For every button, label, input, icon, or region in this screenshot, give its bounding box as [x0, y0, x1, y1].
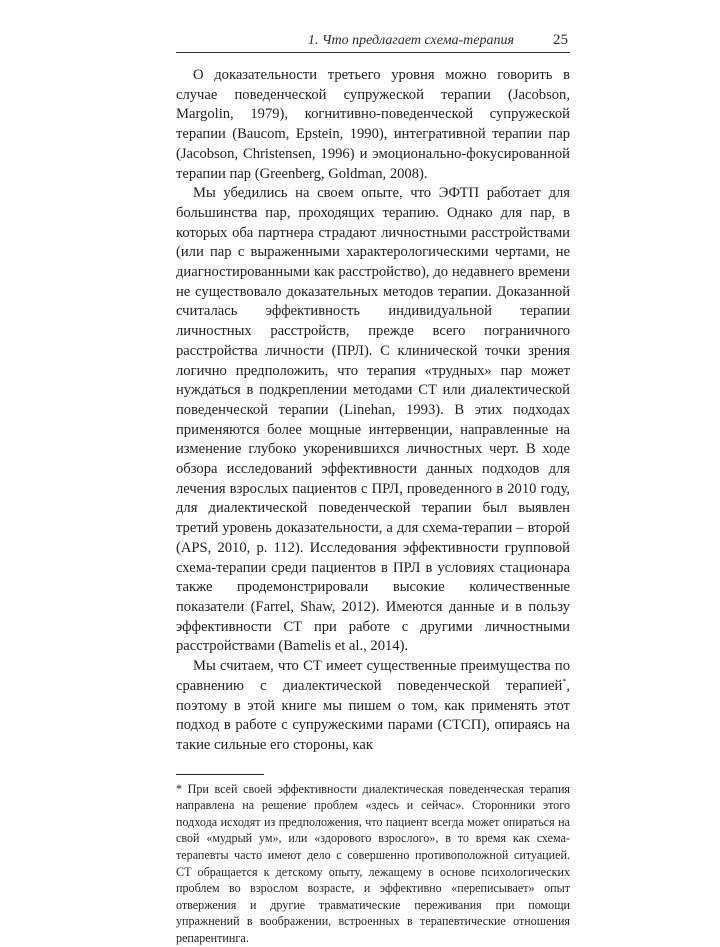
footnote-text: * При всей своей эффективности диалектическая поведенческая терапия направлена на решение проблем «здесь и сейчас». Сторонники этого подхода исходят из предположения, что пациент всегда может опираться на свой «мудрый ум», или «здорового взрослого», в то время как схема-терапевты часто имеют дело с совершенно противоположной ситуацией. СТ обращается к детскому опыту, лежащему в основе психологических проблем во взрослом возрасте, и эффективно «переписывает» опыт отвержения и другие травматические переживания при помощи упражнений в воображении, встроенных в терапевтические отношения репарентинга. — [176, 781, 570, 945]
paragraph-text: , поэтому в этой книге мы пишем о том, как применять этот подход в работе с супружескими парами (СТСП), опираясь на такие сильные его стороны, как — [176, 677, 570, 753]
paragraph: О доказательности третьего уровня можно говорить в случае поведенческой супружеской терапии (Jacobson, Margolin, 1979), когнитивно-поведенческой супружеской терапии (Baucom, Epstein, 1990), интегративной терапии пар (Jacobson, Christensen, 1996) и эмоционально-фокусированной терапии пар (Greenberg, Goldman, 2008). — [176, 67, 570, 182]
paragraph — [176, 657, 570, 756]
footnote-divider — [176, 774, 264, 775]
main-text — [176, 66, 570, 756]
footnote — [176, 781, 570, 947]
paragraph-text: Мы считаем, что СТ имеет существенные преимущества по сравнению с диалектической поведенческой терапией — [176, 658, 570, 694]
footnote-marker: * — [562, 676, 567, 686]
page-number: 25 — [553, 32, 568, 48]
chapter-title: 1. Что предлагает схема-терапия — [307, 33, 514, 48]
paragraph: Мы убедились на своем опыте, что ЭФТП работает для большинства пар, проходящих терапию. Однако для пар, в которых оба партнера страдают личностными расстройствами (или пар с выраженными характерологическими чертами, не диагностированными как расстройство), до недавнего времени не существовало доказательных методов терапии. Доказанной считалась эффективность индивидуальной терапии личностных расстройств, прежде всего пограничного расстройства личности (ПРЛ). С клинической точки зрения логично предположить, что терапия «трудных» пар может нуждаться в подкреплении методами СТ или диалектической поведенческой терапии (Linehan, 1993). В этих подходах применяются более мощные интервенции, направленные на изменение глубоко укоренившихся личностных черт. В ходе обзора исследований эффективности данных подходов для лечения взрослых пациентов с ПРЛ, проведенного в 2010 году, для диалектической поведенческой терапии был выявлен третий уровень доказательности, а для схема-терапии – второй (APS, 2010, p. 112). Исследования эффективности групповой схема-терапии среди пациентов в ПРЛ в условиях стационара также продемонстрировали высокие количественные показатели (Farrel, Shaw, 2012). Имеются данные и в пользу эффективности СТ при работе с другими личностными расстройствами (Bamelis et al., 2014). — [176, 185, 570, 655]
book-page — [176, 30, 570, 947]
running-header — [176, 30, 570, 53]
